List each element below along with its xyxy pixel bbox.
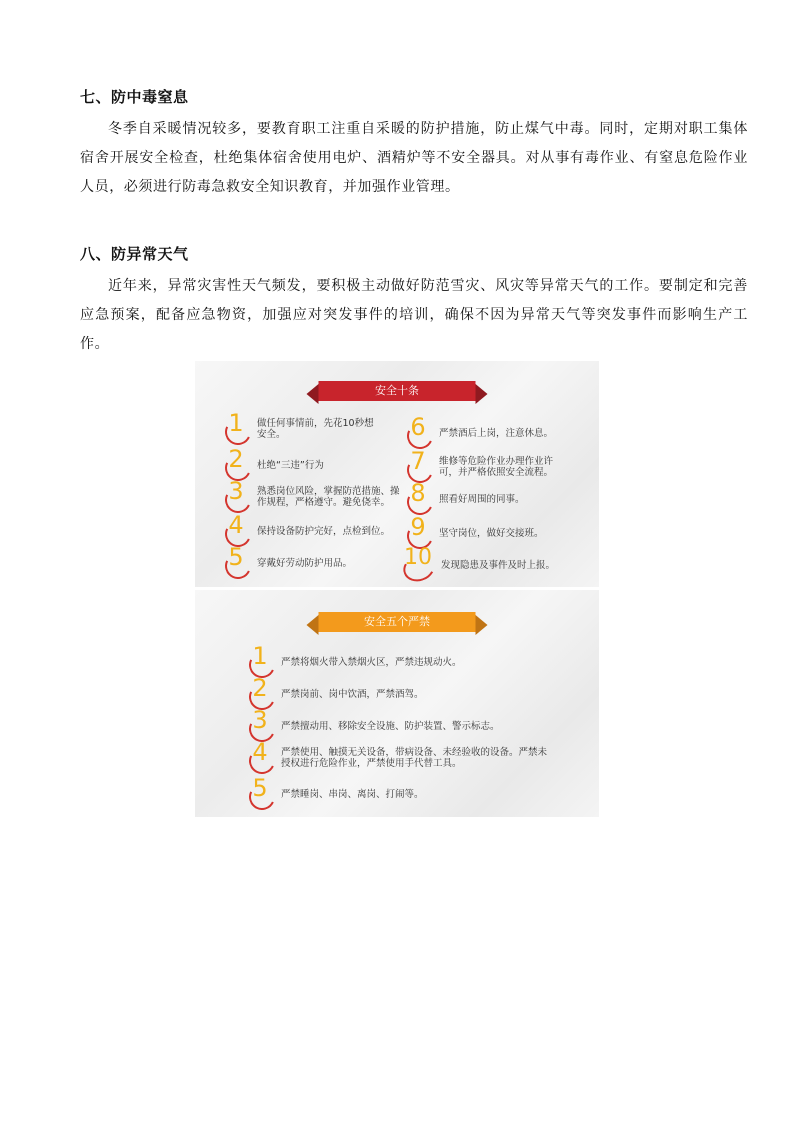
section-heading: 七、防中毒窒息 — [80, 88, 189, 106]
prohibition-number-badge: 5 — [247, 780, 275, 808]
rule-item — [223, 477, 403, 511]
rule-number-badge: 1 — [223, 415, 251, 443]
prohibition-text: 严禁使用、触摸无关设备，带病设备、未经验收的设备。严禁未授权进行危险作业，严禁使用手代替工具。 — [281, 747, 548, 769]
rule-number-badge: 10 — [401, 551, 435, 579]
rule-item — [405, 513, 585, 547]
rule-number-badge: 5 — [223, 549, 251, 577]
rule-number-badge: 7 — [405, 453, 433, 481]
prohibition-item — [247, 642, 567, 676]
safety-five-prohibitions-panel — [195, 590, 599, 817]
prohibition-number-badge: 1 — [247, 648, 275, 676]
prohibition-item — [247, 674, 567, 708]
rule-text: 照看好周围的同事。 — [439, 493, 525, 505]
rule-text: 严禁酒后上岗，注意休息。 — [439, 427, 554, 439]
rule-item — [223, 409, 383, 443]
section-heading: 八、防异常天气 — [80, 245, 189, 263]
rule-number-badge: 2 — [223, 451, 251, 479]
rule-text: 发现隐患及事件及时上报。 — [441, 559, 556, 571]
rule-text: 坚守岗位，做好交接班。 — [439, 527, 544, 539]
rule-text: 维修等危险作业办理作业许可，并严格依照安全流程。 — [439, 456, 554, 478]
rule-item — [401, 545, 591, 579]
rule-text: 熟悉岗位风险，掌握防范措施、操作规程，严格遵守。避免侥幸。 — [257, 486, 400, 508]
section-abnormal-weather — [80, 243, 748, 359]
rule-item — [223, 511, 403, 545]
prohibition-number-badge: 4 — [247, 744, 275, 772]
prohibition-item — [247, 774, 567, 808]
prohibition-number-badge: 3 — [247, 712, 275, 740]
prohibition-item — [247, 738, 577, 772]
prohibition-item — [247, 706, 567, 740]
rule-number-badge: 3 — [223, 483, 251, 511]
rule-text: 做任何事情前，先花10秒想安全。 — [257, 418, 374, 440]
rule-item — [405, 479, 585, 513]
rule-item — [405, 413, 585, 447]
prohibition-number-badge: 2 — [247, 680, 275, 708]
rule-text: 穿戴好劳动防护用品。 — [257, 557, 353, 569]
prohibition-text: 严禁岗前、岗中饮酒，严禁酒驾。 — [281, 688, 424, 700]
rule-text: 杜绝“三违”行为 — [257, 459, 324, 471]
rule-number-badge: 8 — [405, 485, 433, 513]
rule-number-badge: 6 — [405, 419, 433, 447]
prohibition-text: 严禁擅动用、移除安全设施、防护装置、警示标志。 — [281, 720, 500, 732]
panel-title-ribbon: 安全五个严禁 — [319, 612, 476, 632]
rule-item — [405, 447, 585, 481]
section-prevent-poisoning — [80, 86, 748, 202]
rule-text: 保持设备防护完好，点检到位。 — [257, 525, 391, 537]
prohibition-text: 严禁睡岗、串岗、离岗、打闹等。 — [281, 788, 424, 800]
section-body: 近年来，异常灾害性天气频发，要积极主动做好防范雪灾、风灾等异常天气的工作。要制定和完善应急预案，配备应急物资，加强应对突发事件的培训，确保不因为异常天气等突发事件而影响生产工作。 — [80, 278, 748, 352]
rule-number-badge: 4 — [223, 517, 251, 545]
rule-item — [223, 543, 403, 577]
prohibition-text: 严禁将烟火带入禁烟火区，严禁违规动火。 — [281, 656, 462, 668]
rule-number-badge: 9 — [405, 519, 433, 547]
rule-item — [223, 445, 383, 479]
safety-ten-rules-panel — [195, 361, 599, 587]
safety-infographic — [195, 361, 599, 817]
section-body: 冬季自采暖情况较多，要教育职工注重自采暖的防护措施，防止煤气中毒。同时，定期对职工集体宿舍开展安全检查，杜绝集体宿舍使用电炉、酒精炉等不安全器具。对从事有毒作业、有窒息危险作业人员，必须进行防毒急救安全知识教育，并加强作业管理。 — [80, 121, 748, 195]
panel-title-ribbon: 安全十条 — [319, 381, 476, 401]
